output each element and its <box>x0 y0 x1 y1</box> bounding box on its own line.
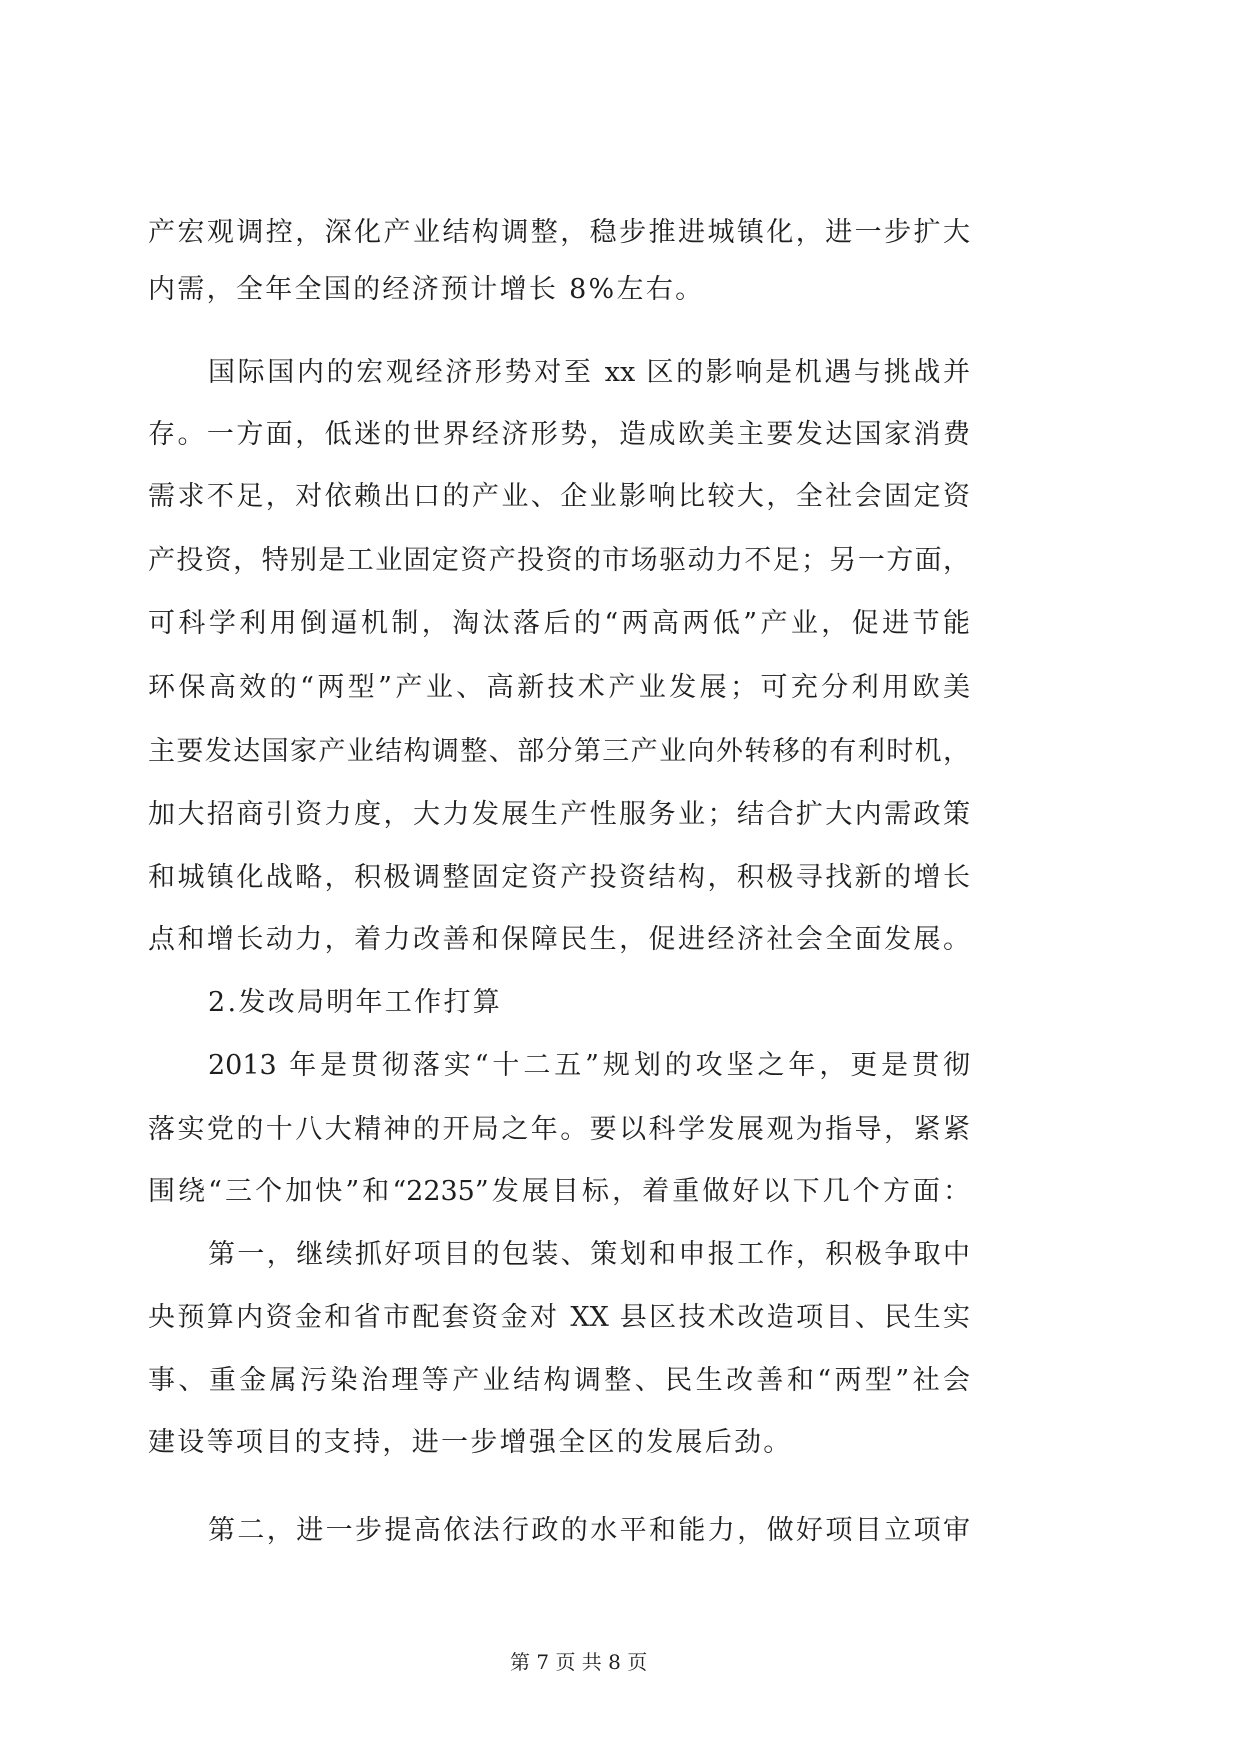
paragraph-line: 产投资，特别是工业固定资产投资的市场驱动力不足；另一方面， <box>148 545 970 576</box>
paragraph-line: 环保高效的“两型”产业、高新技术产业发展；可充分利用欧美 <box>148 672 970 703</box>
paragraph-line: 事、重金属污染治理等产业结构调整、民生改善和“两型”社会 <box>148 1365 970 1396</box>
paragraph-line: 2013 年是贯彻落实“十二五”规划的攻坚之年，更是贯彻 <box>208 1050 970 1081</box>
paragraph-line: 点和增长动力，着力改善和保障民生，促进经济社会全面发展。 <box>148 924 970 955</box>
paragraph-line: 存。一方面，低迷的世界经济形势，造成欧美主要发达国家消费 <box>148 419 970 450</box>
paragraph-line: 落实党的十八大精神的开局之年。要以科学发展观为指导，紧紧 <box>148 1114 970 1145</box>
section-heading-line: 2.发改局明年工作打算 <box>208 987 503 1018</box>
paragraph-line: 产宏观调控，深化产业结构调整，稳步推进城镇化，进一步扩大 <box>148 217 970 248</box>
paragraph-line: 国际国内的宏观经济形势对至 xx 区的影响是机遇与挑战并 <box>208 357 970 388</box>
paragraph-line: 围绕“三个加快”和“2235”发展目标，着重做好以下几个方面： <box>148 1176 970 1207</box>
paragraph-line: 第二，进一步提高依法行政的水平和能力，做好项目立项审 <box>208 1515 970 1546</box>
paragraph-line: 第一，继续抓好项目的包装、策划和申报工作，积极争取中 <box>208 1239 970 1270</box>
page-number-footer: 第 7 页 共 8 页 <box>510 1650 648 1674</box>
paragraph-line: 需求不足，对依赖出口的产业、企业影响比较大，全社会固定资 <box>148 481 970 512</box>
paragraph-line: 央预算内资金和省市配套资金对 XX 县区技术改造项目、民生实 <box>148 1302 970 1333</box>
paragraph-line: 主要发达国家产业结构调整、部分第三产业向外转移的有利时机， <box>148 736 970 767</box>
paragraph-line: 可科学利用倒逼机制，淘汰落后的“两高两低”产业，促进节能 <box>148 608 970 639</box>
paragraph-line: 建设等项目的支持，进一步增强全区的发展后劲。 <box>148 1427 793 1458</box>
paragraph-line: 内需，全年全国的经济预计增长 8%左右。 <box>148 274 705 305</box>
paragraph-line: 加大招商引资力度，大力发展生产性服务业；结合扩大内需政策 <box>148 799 970 830</box>
paragraph-line: 和城镇化战略，积极调整固定资产投资结构，积极寻找新的增长 <box>148 862 970 893</box>
